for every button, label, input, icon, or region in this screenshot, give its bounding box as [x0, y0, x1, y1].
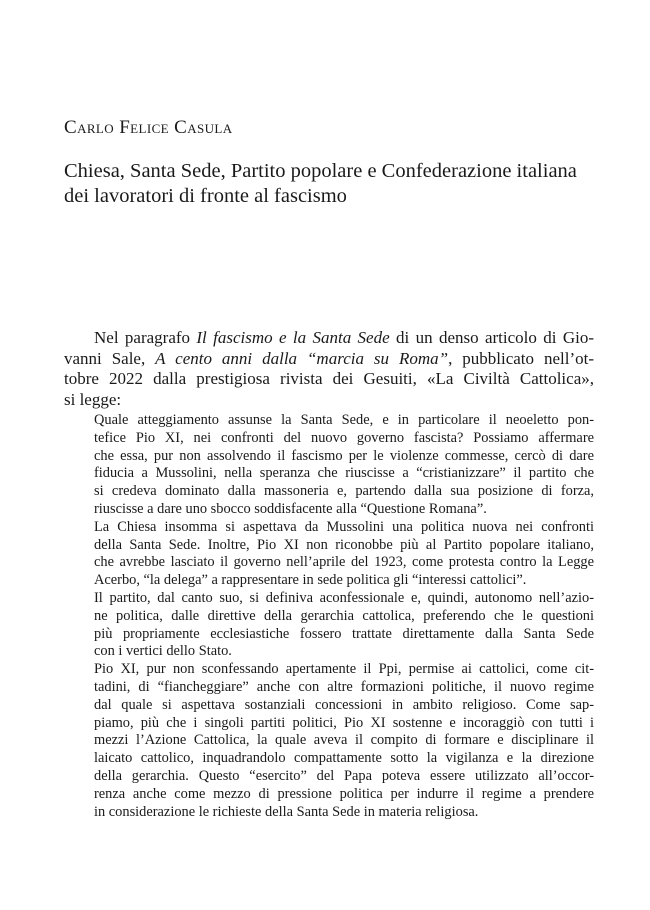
intro-line: tobre 2022 dalla prestigiosa rivista dei Gesuiti, «La Civiltà Cattolica»,: [64, 369, 594, 388]
quote-line: Quale atteggiamento assunse la Santa Sede, e in particolare il neoeletto pon-: [94, 412, 594, 428]
quote-paragraph: [94, 412, 594, 519]
author-name: Carlo Felice Casula: [64, 117, 233, 138]
article-title: [64, 159, 594, 209]
cited-article-title: A cento anni dalla “marcia su Roma”: [155, 348, 449, 368]
quote-line: Pio XI, pur non sconfessando apertamente il Ppi, permise ai cattolici, come cit-: [94, 661, 594, 678]
quote-line: laicato cattolico, inquadrandolo compattamente sotto la vigilanza e la direzione: [94, 750, 594, 767]
quote-line: con i vertici dello Stato.: [94, 643, 232, 660]
intro-paragraph: [64, 328, 594, 410]
quote-paragraph: [94, 661, 594, 821]
quote-line: della Santa Sede. Inoltre, Pio XI non riconobbe più al Partito popolare italiano,: [94, 536, 594, 553]
quote-line: tadini, di “fiancheggiare” anche con altre formazioni politiche, il nuovo regime: [94, 678, 594, 695]
quote-line: che essa, pur non assolvendo il fascismo per le violenze commesse, cercò di dare: [94, 447, 594, 464]
article-section-title: Il fascismo e la Santa Sede: [196, 328, 390, 347]
quote-line: della gerarchia. Questo “esercito” del Papa poteva essere utilizzato all’occor-: [94, 767, 594, 784]
title-line: Chiesa, Santa Sede, Partito popolare e Confederazione italiana: [64, 160, 577, 182]
quote-line: renza anche come mezzo di pressione politica per indurre il regime a prendere: [94, 785, 594, 802]
quote-line: riuscisse a dare uno sbocco soddisfacente alla “Questione Romana”.: [94, 500, 487, 517]
quote-line: Il partito, dal canto suo, si definiva aconfessionale e, quindi, autonomo nell’azio-: [94, 589, 594, 606]
quote-line: dal quale si aspettava sostanziali concessioni in ambito religioso. Come sap-: [94, 696, 594, 713]
quote-paragraph: [94, 519, 594, 590]
quote-line: fiducia a Mussolini, nella speranza che riuscisse a “cristianizzare” il partito che: [94, 465, 594, 482]
intro-line: vanni Sale, A cento anni dalla “marcia su Roma”, pubblicato nell’ot-: [64, 348, 594, 368]
quote-line: Acerbo, “la delega” a rappresentare in sede politica gli “interessi cattolici”.: [94, 572, 527, 589]
intro-line: si legge:: [64, 389, 122, 409]
quote-line: si credeva dominato dalla massoneria e, partendo dalla sua posizione di forza,: [94, 483, 594, 500]
quote-line: più propriamente ecclesiastiche fossero trattate direttamente dalla Santa Sede: [94, 625, 594, 642]
quote-line: tefice Pio XI, nei confronti del nuovo governo fascista? Possiamo affermare: [94, 429, 594, 446]
quote-line: ne politica, dalle direttive della gerarchia cattolica, preferendo che le questioni: [94, 607, 594, 624]
quote-line: La Chiesa insomma si aspettava da Mussolini una politica nuova nei confronti: [94, 518, 594, 535]
quote-line: che avrebbe lasciato il governo nell’aprile del 1923, come protesta contro la Legge: [94, 554, 594, 571]
quote-paragraph: [94, 590, 594, 661]
title-line: dei lavoratori di fronte al fascismo: [64, 185, 347, 207]
block-quote: [94, 412, 594, 821]
quote-line: mezzi l’Azione Cattolica, la quale aveva il compito di formare e disciplinare il: [94, 732, 594, 749]
quote-line: piamo, più che i singoli partiti politici, Pio XI sostenne e incoraggiò con tutti i: [94, 714, 594, 731]
intro-line: Nel paragrafo Il fascismo e la Santa Sede di un denso articolo di Gio-: [94, 328, 594, 347]
quote-line: in considerazione le richieste della Santa Sede in materia religiosa.: [94, 803, 479, 820]
